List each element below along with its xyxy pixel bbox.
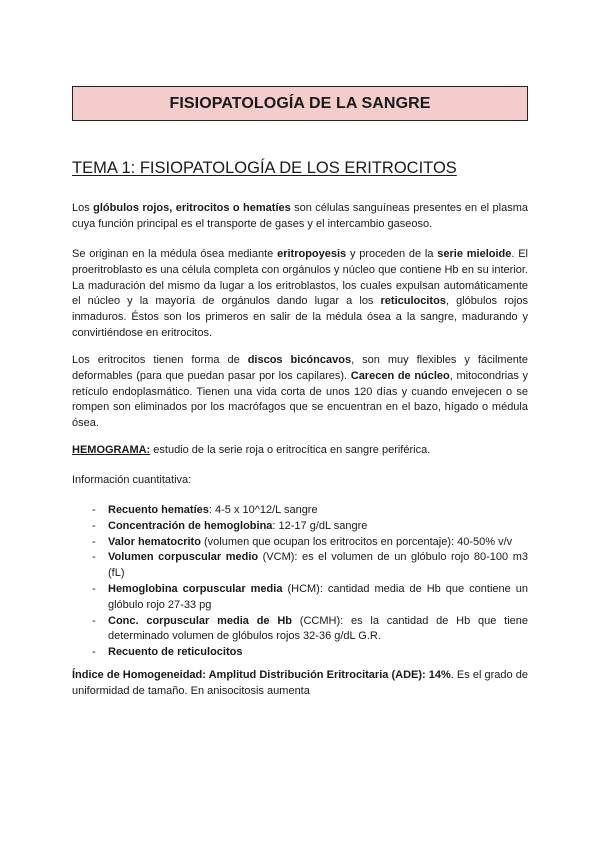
list-item-term: Conc. corpuscular media de Hb (108, 614, 292, 627)
list-dash: - (92, 535, 96, 548)
paragraph-hemograma (72, 443, 528, 459)
hemograma-label: HEMOGRAMA: (72, 444, 151, 456)
list-item-text: (VCM): es el volumen de un glóbulo rojo 80-100 m3 (fL) (108, 551, 528, 580)
list-item-text: (CCMH): es la cantidad de Hb que tiene determinado volumen de glóbulos rojos 32-36 g/dL G.R. (108, 614, 528, 643)
list-dash: - (92, 551, 96, 564)
list-item (92, 550, 528, 582)
quantitative-list (92, 503, 528, 661)
text-span: estudio de la serie roja o eritrocítica en sangre periférica. (150, 444, 431, 456)
info-label: Información cuantitativa: (72, 474, 192, 486)
bold-term: reticulocitos (380, 295, 446, 308)
list-dash: - (92, 614, 96, 627)
list-item (92, 582, 528, 614)
list-item (92, 519, 528, 535)
bold-term: 14% (425, 669, 451, 681)
text-span: , glóbulos rojos inmaduros. Éstos son los primeros en salir de la médula ósea a la sangre, madurando y convirtiéndose en eritrocitos. (72, 295, 528, 339)
text-span: son células sanguíneas presentes en el plasma cuya función principal es el transporte de gases y el intercambio gaseoso. (72, 202, 528, 230)
list-item-term: Volumen corpuscular medio (108, 551, 259, 564)
text-span: y proceden de la (346, 248, 438, 260)
paragraph-origin (72, 247, 528, 342)
paragraph-ade (72, 668, 528, 700)
list-item (92, 645, 528, 661)
section-title: TEMA 1: FISIOPATOLOGÍA DE LOS ERITROCITOS (72, 159, 457, 177)
bold-term: glóbulos rojos, eritrocitos o hematíes (93, 202, 291, 214)
header-title-box (72, 86, 528, 121)
list-item-text: : 4-5 x 10^12/L sangre (208, 504, 318, 516)
bold-term: discos bicóncavos (247, 354, 352, 366)
list-item-term: Recuento de reticulocitos (108, 646, 243, 659)
bold-term: serie mieloide (437, 248, 512, 260)
bold-term: Carecen de núcleo (350, 369, 450, 382)
list-item-term: Valor hematocrito (108, 535, 201, 548)
bold-term: Índice de Homogeneidad: Amplitud Distribución Eritrocitaria (ADE): (72, 669, 426, 681)
list-dash: - (92, 582, 96, 595)
paragraph-definition (72, 201, 528, 233)
list-item-text: (HCM): cantidad media de Hb que contiene un glóbulo rojo 27-33 pg (108, 582, 528, 611)
list-item-term: Hemoglobina corpuscular media (108, 582, 283, 595)
list-dash: - (92, 646, 96, 659)
list-item-text: (volumen que ocupan los eritrocitos en porcentaje): 40-50% v/v (200, 535, 513, 548)
list-item-term: Concentración de hemoglobina (108, 519, 273, 532)
list-item (92, 614, 528, 646)
text-span: Los eritrocitos tienen forma de (72, 354, 248, 366)
text-span: . Es el grado de uniformidad de tamaño. En anisocitosis aumenta (72, 669, 528, 697)
header-title: FISIOPATOLOGÍA DE LA SANGRE (169, 94, 431, 112)
text-span: . El proeritroblasto es una célula completa con orgánulos y núcleo que contiene Hb en su interior. La maduración del mismo da lugar a los eritroblastos, los cuales expulsan automáticamente el núcleo y la mayoría de orgánulos dando lugar a los (72, 248, 528, 308)
list-dash: - (92, 504, 96, 516)
text-span: Los (72, 202, 94, 214)
text-span: , mitocondrias y retículo endoplasmático. Tienen una vida corta de unos 120 días y cuando envejecen o se rompen son eliminados por los macrófagos que se encuentran en el bazo, hígado o médula ósea. (72, 369, 528, 430)
bold-term: eritropoyesis (277, 248, 347, 260)
text-span: Se originan en la médula ósea mediante (72, 248, 278, 260)
list-dash: - (92, 519, 96, 532)
list-item-term: Recuento hematíes (108, 504, 209, 516)
text-span: , son muy flexibles y fácilmente deformables (para que puedan pasar por los capilares). (72, 354, 528, 382)
paragraph-shape (72, 353, 528, 432)
list-item (92, 503, 528, 519)
list-item-text: : 12-17 g/dL sangre (272, 519, 368, 532)
list-item (92, 535, 528, 551)
